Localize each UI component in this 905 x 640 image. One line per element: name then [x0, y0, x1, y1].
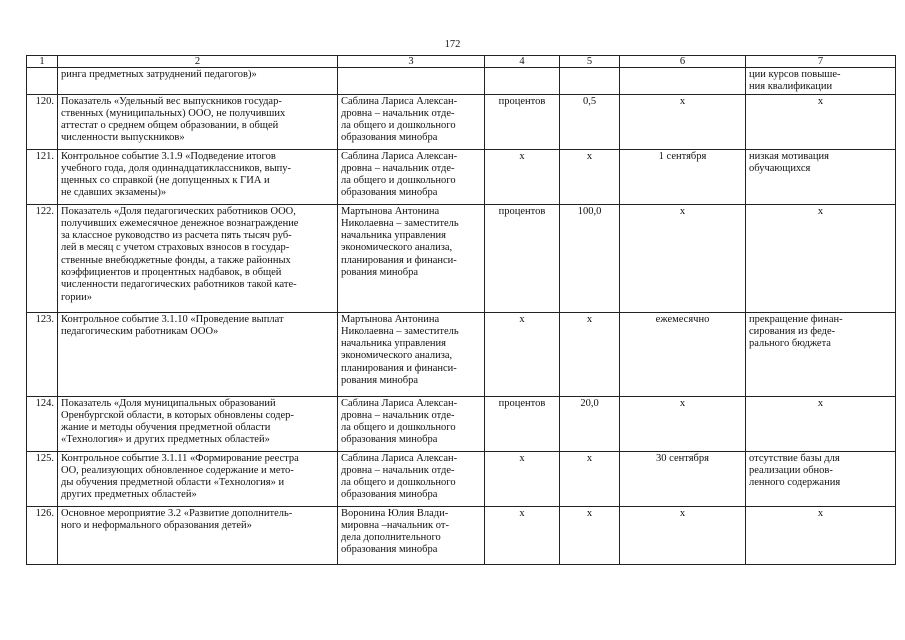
- row-responsible: Воронина Юлия Влади- мировна –начальник от- дела дополнительного образования минобра: [338, 506, 485, 564]
- row-name: Контрольное событие 3.1.9 «Подведение итогов учебного года, доля одиннадцатиклассников, выпу- щенных со справкой (не допущенных к ГИА и не сдавших экзамены)»: [58, 149, 338, 204]
- row-number: 124.: [27, 396, 58, 451]
- row-date: х: [620, 506, 746, 564]
- row-unit: х: [485, 451, 560, 506]
- table-row: [27, 506, 896, 564]
- row-number: 126.: [27, 506, 58, 564]
- row-unit: х: [485, 312, 560, 396]
- row-value: 0,5: [560, 94, 620, 149]
- row-name: Основное мероприятие 3.2 «Развитие дополнитель- ного и неформального образования детей»: [58, 506, 338, 564]
- row-responsible: Мартынова Антонина Николаевна – заместитель начальника управления экономического анализа, планирования и финанси- рования минобра: [338, 204, 485, 312]
- row-value: х: [560, 451, 620, 506]
- column-number-row: [27, 56, 896, 68]
- row-number: 123.: [27, 312, 58, 396]
- table-row: [27, 94, 896, 149]
- table-row: [27, 204, 896, 312]
- row-value: 100,0: [560, 204, 620, 312]
- column-header: 3: [338, 56, 485, 68]
- row-value: х: [560, 506, 620, 564]
- row-date: ежемесячно: [620, 312, 746, 396]
- row-unit: х: [485, 506, 560, 564]
- row-risk: отсутствие базы для реализации обнов- ленного содержания: [746, 451, 896, 506]
- row-unit: процентов: [485, 396, 560, 451]
- table-row: [27, 68, 896, 95]
- row-risk: х: [746, 94, 896, 149]
- row-responsible: [338, 68, 485, 95]
- row-risk: низкая мотивация обучающихся: [746, 149, 896, 204]
- row-responsible: Саблина Лариса Алексан- дровна – начальник отде- ла общего и дошкольного образования минобра: [338, 149, 485, 204]
- table-row: [27, 312, 896, 396]
- table-row: [27, 396, 896, 451]
- table-row: [27, 451, 896, 506]
- row-name: Контрольное событие 3.1.11 «Формирование реестра ОО, реализующих обновленное содержание и мето- ды обучения предметной области «Технология» и других предметных областей»: [58, 451, 338, 506]
- row-risk: х: [746, 506, 896, 564]
- row-number: 121.: [27, 149, 58, 204]
- row-responsible: Мартынова Антонина Николаевна – заместитель начальника управления экономического анализа, планирования и финанси- рования минобра: [338, 312, 485, 396]
- row-responsible: Саблина Лариса Алексан- дровна – начальник отде- ла общего и дошкольного образования минобра: [338, 94, 485, 149]
- row-date: х: [620, 204, 746, 312]
- row-value: х: [560, 149, 620, 204]
- column-header: 1: [27, 56, 58, 68]
- row-value: [560, 68, 620, 95]
- row-number: 125.: [27, 451, 58, 506]
- column-header: 2: [58, 56, 338, 68]
- row-unit: процентов: [485, 94, 560, 149]
- row-risk: ции курсов повыше- ния квалификации: [746, 68, 896, 95]
- column-header: 5: [560, 56, 620, 68]
- row-number: 122.: [27, 204, 58, 312]
- row-name: Показатель «Доля педагогических работников ООО, получивших ежемесячное денежное вознаграждение за классное руководство из расчета пять тысяч руб- лей в месяц с учетом страховых взносов в государ- ственные внебюджетные фонды, а также районных коэффициентов и процентных надбавок, в общей численности педагогических работников такой кате- гории»: [58, 204, 338, 312]
- row-risk: х: [746, 396, 896, 451]
- row-value: 20,0: [560, 396, 620, 451]
- page-number: 172: [444, 39, 461, 50]
- row-number: 120.: [27, 94, 58, 149]
- row-responsible: Саблина Лариса Алексан- дровна – начальник отде- ла общего и дошкольного образования минобра: [338, 396, 485, 451]
- column-header: 6: [620, 56, 746, 68]
- row-name: Показатель «Удельный вес выпускников государ- ственных (муниципальных) ООО, не получивших аттестат о среднем общем образовании, в общей численности выпускников»: [58, 94, 338, 149]
- table-row: [27, 149, 896, 204]
- row-risk: прекращение финан- сирования из феде- рального бюджета: [746, 312, 896, 396]
- row-unit: процентов: [485, 204, 560, 312]
- row-unit: [485, 68, 560, 95]
- row-unit: х: [485, 149, 560, 204]
- row-responsible: Саблина Лариса Алексан- дровна – начальник отде- ла общего и дошкольного образования минобра: [338, 451, 485, 506]
- row-date: [620, 68, 746, 95]
- row-date: х: [620, 396, 746, 451]
- plan-table: [26, 55, 896, 565]
- row-name: Показатель «Доля муниципальных образований Оренбургской области, в которых обновлены содер- жание и методы обучения предметной области «Технология» и других предметных областей»: [58, 396, 338, 451]
- column-header: 4: [485, 56, 560, 68]
- row-name: ринга предметных затруднений педагогов)»: [58, 68, 338, 95]
- row-name: Контрольное событие 3.1.10 «Проведение выплат педагогическим работникам ООО»: [58, 312, 338, 396]
- column-header: 7: [746, 56, 896, 68]
- row-risk: х: [746, 204, 896, 312]
- row-date: 30 сентября: [620, 451, 746, 506]
- row-date: 1 сентября: [620, 149, 746, 204]
- row-number: [27, 68, 58, 95]
- row-value: х: [560, 312, 620, 396]
- row-date: х: [620, 94, 746, 149]
